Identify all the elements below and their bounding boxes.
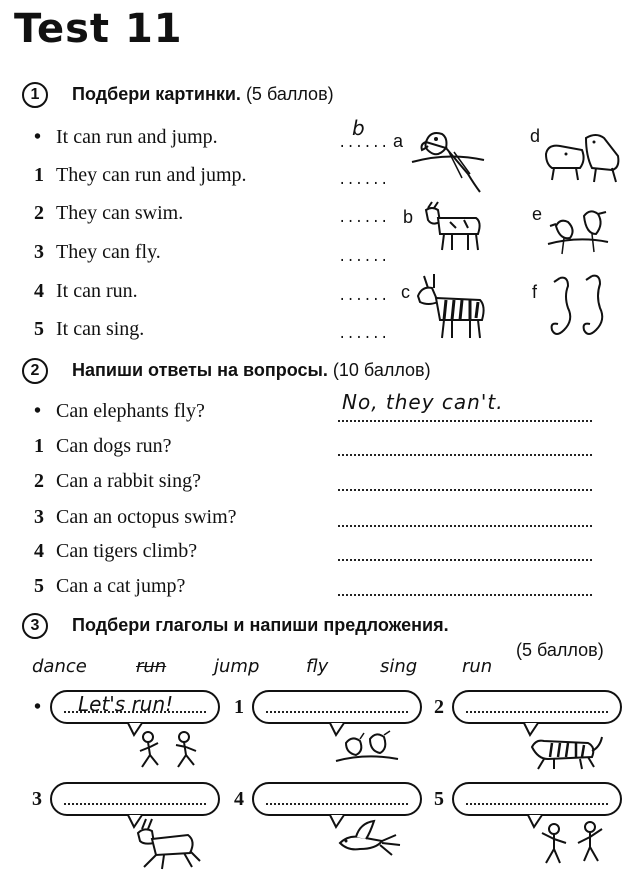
verb-word-crossed: run	[136, 656, 167, 677]
bubble-number: 2	[434, 696, 444, 718]
answer-line[interactable]	[338, 594, 592, 596]
bubble-number: 3	[32, 788, 42, 810]
verb-word: dance	[32, 656, 87, 677]
points-text: (5 баллов)	[245, 84, 334, 104]
verb-word: fly	[306, 656, 329, 677]
list-item: • It can run and jump.	[34, 126, 218, 148]
answer-line[interactable]	[338, 559, 592, 561]
verb-word: sing	[380, 656, 418, 677]
list-item: • Can elephants fly?	[34, 400, 205, 422]
tiger-icon	[524, 723, 604, 773]
speech-bubble[interactable]	[452, 782, 622, 816]
bubble-number: 4	[234, 788, 244, 810]
bubble-number: •	[34, 696, 42, 718]
points-text: (10 баллов)	[332, 360, 431, 380]
section-number: 2	[22, 358, 48, 384]
list-item: 4 It can run.	[34, 280, 138, 302]
speech-bubble[interactable]	[252, 690, 422, 724]
speech-bubble[interactable]	[252, 782, 422, 816]
answer-blank[interactable]: ......	[338, 327, 389, 343]
list-item: 2 Can a rabbit sing?	[34, 470, 201, 492]
list-item: 3 Can an octopus swim?	[34, 506, 237, 528]
answer-text: No, they can't.	[342, 390, 504, 414]
answer-blank[interactable]: ......	[338, 136, 389, 152]
points-text: (5 баллов)	[516, 640, 604, 660]
list-item: 3 They can fly.	[34, 241, 161, 263]
answer-text: b	[352, 116, 365, 140]
bubble-number: 5	[434, 788, 444, 810]
answer-blank[interactable]: ......	[338, 289, 389, 305]
answer-blank[interactable]: ......	[338, 211, 389, 227]
list-item: 4 Can tigers climb?	[34, 540, 198, 562]
section-heading	[72, 360, 431, 381]
verb-word: run	[462, 656, 493, 677]
list-item: 5 It can sing.	[34, 318, 145, 340]
picture-letter: e	[532, 204, 543, 224]
list-item: 1 They can run and jump.	[34, 164, 247, 186]
picture-letter: d	[530, 126, 541, 146]
speech-bubble[interactable]	[452, 690, 622, 724]
picture-letter: a	[393, 131, 404, 151]
zebra-icon	[414, 272, 490, 342]
picture-letter: f	[532, 282, 538, 302]
section-heading: Подбери глаголы и напиши предложения.	[72, 615, 449, 635]
heading-text: Напиши ответы на вопросы.	[72, 360, 328, 380]
answer-text: Let's run!	[78, 692, 174, 716]
answer-line[interactable]	[338, 420, 592, 422]
running-kids-icon	[128, 723, 208, 773]
answer-line[interactable]	[338, 489, 592, 491]
singing-birds-icon	[330, 723, 402, 773]
section-number: 3	[22, 613, 48, 639]
answer-line[interactable]	[338, 525, 592, 527]
bubble-number: 1	[234, 696, 244, 718]
picture-letter: b	[403, 207, 414, 227]
answer-blank[interactable]: ......	[338, 250, 389, 266]
section-number: 1	[22, 82, 48, 108]
verb-word: jump	[214, 656, 260, 677]
flying-bird-icon	[330, 815, 410, 865]
jumping-goat-icon	[128, 815, 204, 871]
section-heading	[72, 84, 334, 105]
heading-text: Подбери картинки.	[72, 84, 241, 104]
birds-icon	[544, 206, 612, 260]
dogs-icon	[542, 128, 624, 184]
page-title: Test 11	[14, 6, 183, 52]
list-item: 1 Can dogs run?	[34, 435, 172, 457]
seahorses-icon	[546, 272, 610, 344]
speech-bubble[interactable]	[50, 782, 220, 816]
dancing-kids-icon	[528, 815, 614, 871]
goat-icon	[420, 200, 486, 254]
answer-blank[interactable]: ......	[338, 173, 389, 189]
answer-line[interactable]	[338, 454, 592, 456]
list-item: 2 They can swim.	[34, 202, 184, 224]
parrot-icon	[408, 122, 488, 194]
list-item: 5 Can a cat jump?	[34, 575, 186, 597]
picture-letter: c	[401, 282, 410, 302]
